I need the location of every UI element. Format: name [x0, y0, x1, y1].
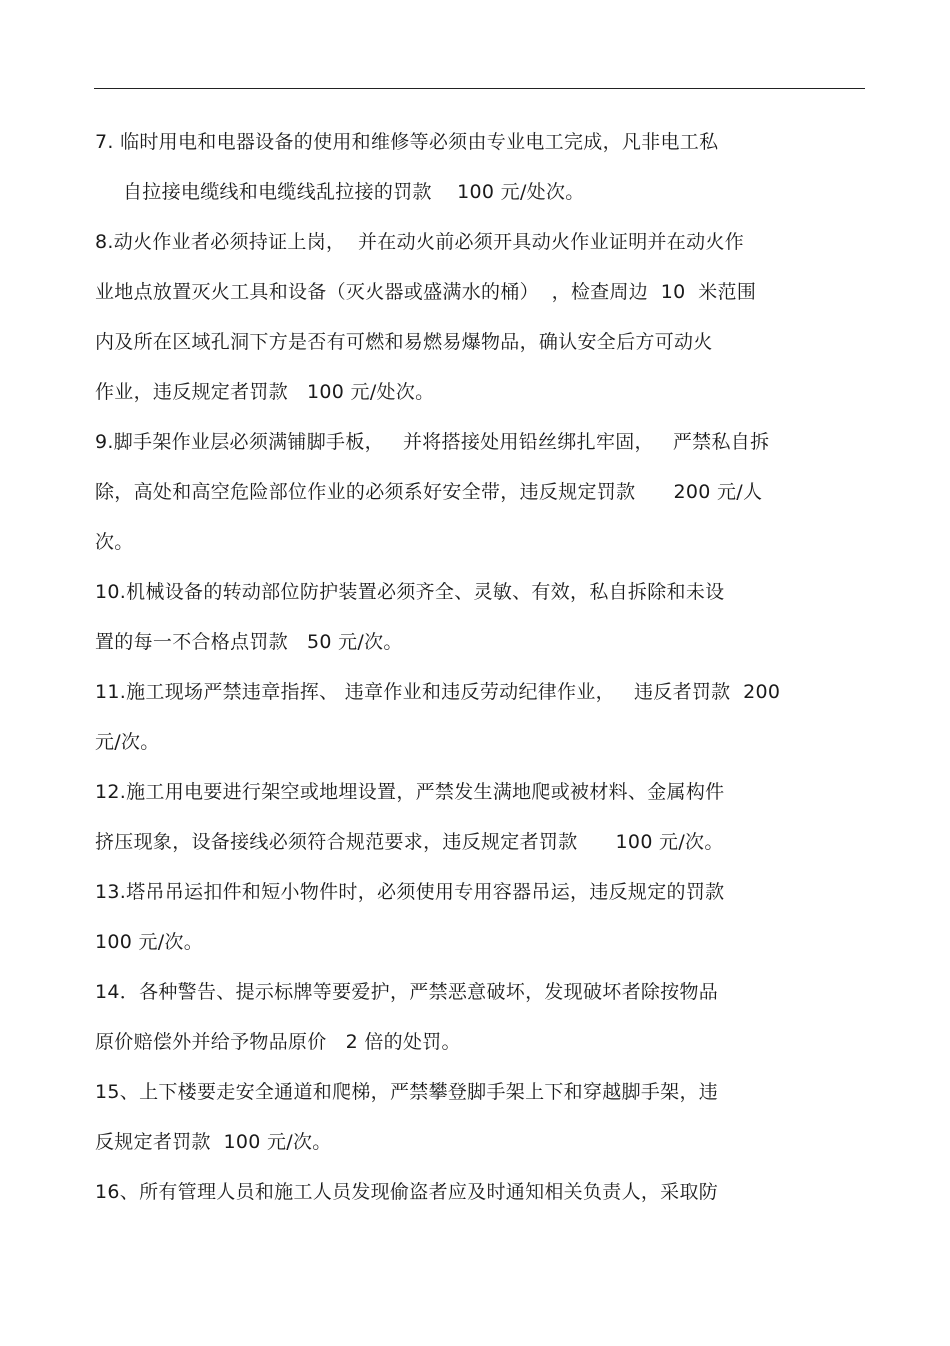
- text-line: 14．各种警告、提示标牌等要爱护，严禁恶意破坏，发现破坏者除按物品: [95, 981, 719, 1003]
- header-rule: [94, 88, 865, 89]
- text-line: 作业，违反规定者罚款 100 元/处次。: [95, 381, 435, 403]
- text-line: 15、上下楼要走安全通道和爬梯，严禁攀登脚手架上下和穿越脚手架，违: [95, 1081, 719, 1103]
- text-line: 11.施工现场严禁违章指挥、 违章作业和违反劳动纪律作业， 违反者罚款 200: [95, 681, 781, 703]
- text-line: 100 元/次。: [95, 931, 204, 953]
- text-line: 10.机械设备的转动部位防护装置必须齐全、灵敏、有效，私自拆除和未设: [95, 581, 725, 603]
- text-line: 13.塔吊吊运扣件和短小物件时，必须使用专用容器吊运，违反规定的罚款: [95, 881, 725, 903]
- text-line: 自拉接电缆线和电缆线乱拉接的罚款 100 元/处次。: [123, 181, 585, 203]
- text-line: 置的每一不合格点罚款 50 元/次。: [95, 631, 403, 653]
- text-line: 挤压现象，设备接线必须符合规范要求，违反规定者罚款 100 元/次。: [95, 831, 724, 853]
- text-line: 元/次。: [95, 731, 160, 753]
- text-line: 原价赔偿外并给予物品原价 2 倍的处罚。: [95, 1031, 461, 1053]
- text-line: 8.动火作业者必须持证上岗， 并在动火前必须开具动火作业证明并在动火作: [95, 231, 745, 253]
- text-line: 16、所有管理人员和施工人员发现偷盗者应及时通知相关负责人，采取防: [95, 1181, 719, 1203]
- text-line: 除，高处和高空危险部位作业的必须系好安全带，违反规定罚款 200 元/人: [95, 481, 763, 503]
- text-line: 反规定者罚款 100 元/次。: [95, 1131, 332, 1153]
- text-line: 业地点放置灭火工具和设备（灭火器或盛满水的桶） ，检查周边 10 米范围: [95, 281, 757, 303]
- text-line: 9.脚手架作业层必须满铺脚手板， 并将搭接处用铅丝绑扎牢固， 严禁私自拆: [95, 431, 770, 453]
- text-line: 12.施工用电要进行架空或地埋设置，严禁发生满地爬或被材料、金属构件: [95, 781, 725, 803]
- text-line: 次。: [95, 531, 134, 553]
- text-line: 7. 临时用电和电器设备的使用和维修等必须由专业电工完成，凡非电工私: [95, 131, 719, 153]
- text-line: 内及所在区域孔洞下方是否有可燃和易燃易爆物品，确认安全后方可动火: [95, 331, 713, 353]
